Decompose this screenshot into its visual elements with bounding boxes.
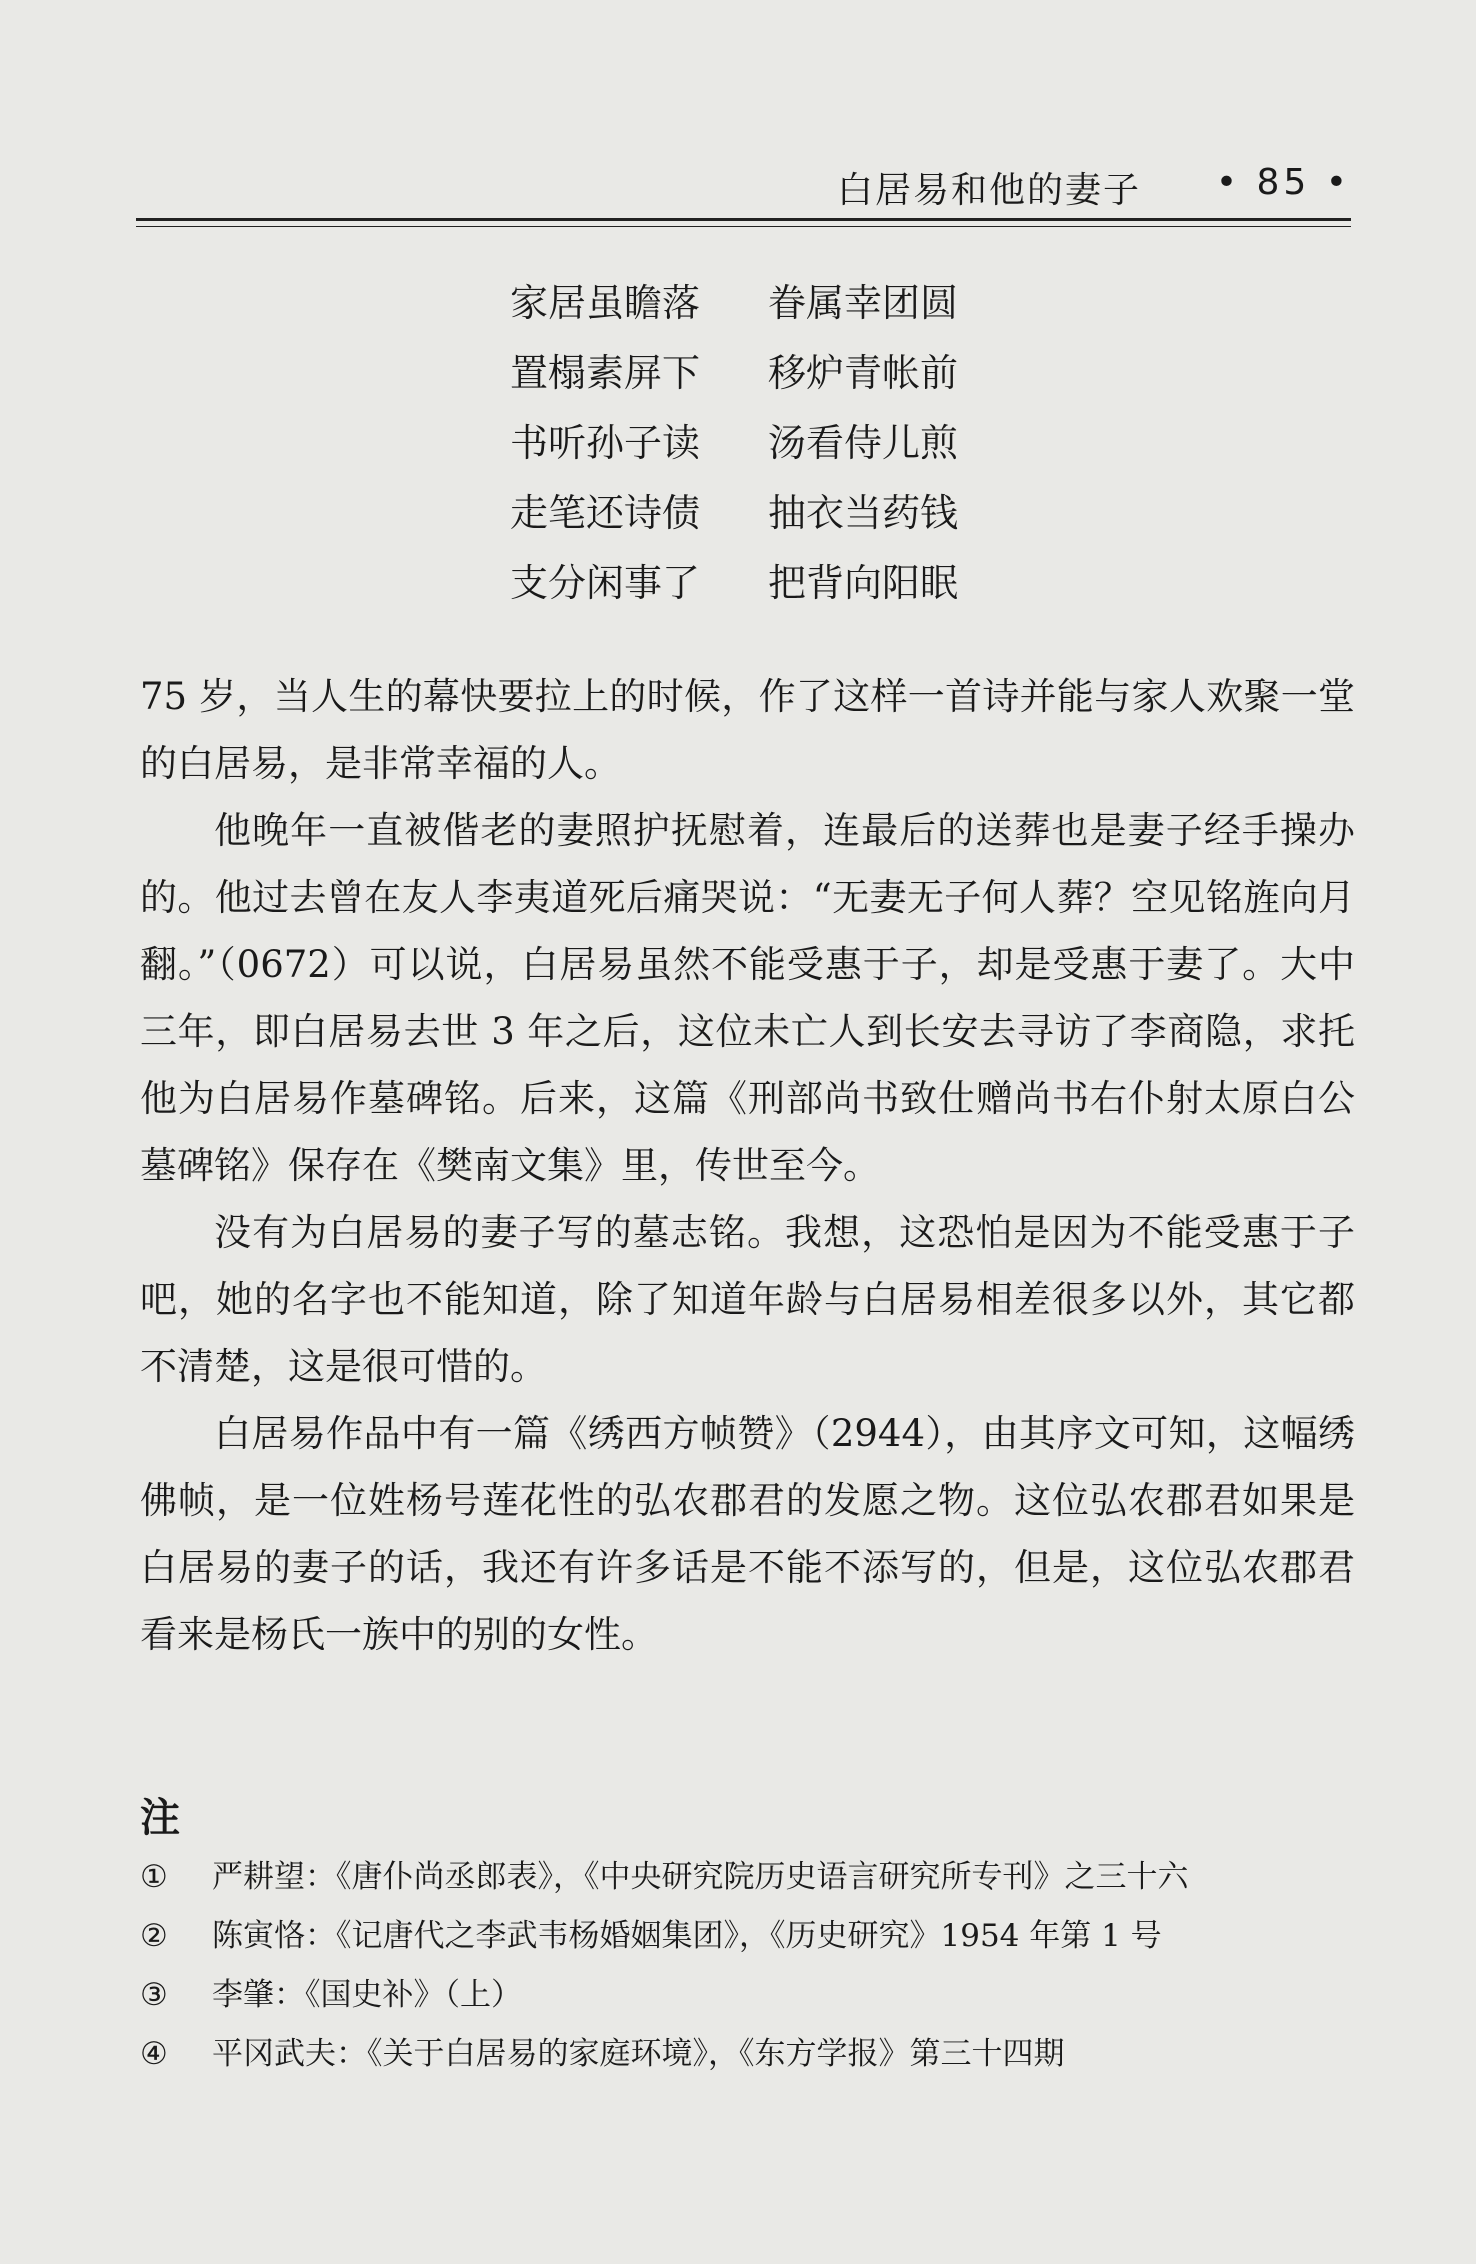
poem [510, 268, 958, 618]
footnote-marker: ④ [140, 2036, 168, 2072]
paragraph: 75 岁，当人生的幕快要拉上的时候，作了这样一首诗并能与家人欢聚一堂的白居易，是非常幸福的人。 [140, 675, 1355, 785]
poem-verse-first: 书听孙子读 [510, 421, 701, 465]
poem-verse-second: 汤看侍儿煎 [768, 421, 959, 465]
page-number: • 85 • [1215, 162, 1351, 203]
poem-verse-first: 家居虽瞻落 [510, 281, 701, 325]
body-text [140, 663, 1355, 1668]
poem-verse-first: 支分闲事了 [510, 561, 701, 605]
poem-verse-first: 走笔还诗债 [510, 491, 701, 535]
running-header-title: 白居易和他的妻子 [836, 170, 1141, 211]
poem-verse-second: 抽衣当药钱 [768, 491, 959, 535]
paragraph: 没有为白居易的妻子写的墓志铭。我想，这恐怕是因为不能受惠于子吧，她的名字也不能知道，除了知道年龄与白居易相差很多以外，其它都不清楚，这是很可惜的。 [140, 1211, 1355, 1388]
notes-heading: 注 [140, 1795, 180, 1841]
poem-verse-second: 把背向阳眠 [768, 561, 959, 605]
footnote-marker: ③ [140, 1977, 168, 2013]
footnote-marker: ② [140, 1918, 168, 1954]
footnote-text: 严耕望：《唐仆尚丞郎表》，《中央研究院历史语言研究所专刊》之三十六 [212, 1859, 1189, 1895]
footnote [140, 1966, 1355, 2025]
poem-line [510, 478, 958, 548]
footnote-text: 李肇：《国史补》（上） [212, 1977, 522, 2013]
poem-line [510, 268, 958, 338]
footnote-text: 平冈武夫：《关于白居易的家庭环境》，《东方学报》第三十四期 [212, 2036, 1065, 2072]
footnotes [140, 1848, 1355, 2084]
poem-line [510, 548, 958, 618]
poem-line [510, 408, 958, 478]
footnote [140, 2025, 1355, 2084]
footnote-marker: ① [140, 1859, 168, 1895]
paragraph: 他晚年一直被偕老的妻照护抚慰着，连最后的送葬也是妻子经手操办的。他过去曾在友人李夷道死后痛哭说：“无妻无子何人葬？空见铭旌向月翻。”（0672）可以说，白居易虽然不能受惠于子，却是受惠于妻了。大中三年，即白居易去世 3 年之后，这位未亡人到长安去寻访了李商隐，求托他为白居易作墓碑铭。后来，这篇《刑部尚书致仕赠尚书右仆射太原白公墓碑铭》保存在《樊南文集》里，传世至今。 [140, 809, 1355, 1187]
header-rule-thin [136, 226, 1351, 227]
poem-verse-second: 眷属幸团圆 [768, 281, 959, 325]
poem-verse-first: 置榻素屏下 [510, 351, 701, 395]
poem-verse-second: 移炉青帐前 [768, 351, 959, 395]
footnote [140, 1848, 1355, 1907]
poem-line [510, 338, 958, 408]
header-rule-thick [136, 218, 1351, 221]
footnote-text: 陈寅恪：《记唐代之李武韦杨婚姻集团》，《历史研究》1954 年第 1 号 [212, 1918, 1162, 1954]
footnote [140, 1907, 1355, 1966]
paragraph: 白居易作品中有一篇《绣西方帧赞》（2944），由其序文可知，这幅绣佛帧，是一位姓杨号莲花性的弘农郡君的发愿之物。这位弘农郡君如果是白居易的妻子的话，我还有许多话是不能不添写的，但是，这位弘农郡君看来是杨氏一族中的别的女性。 [140, 1412, 1355, 1656]
running-header [136, 150, 1351, 220]
